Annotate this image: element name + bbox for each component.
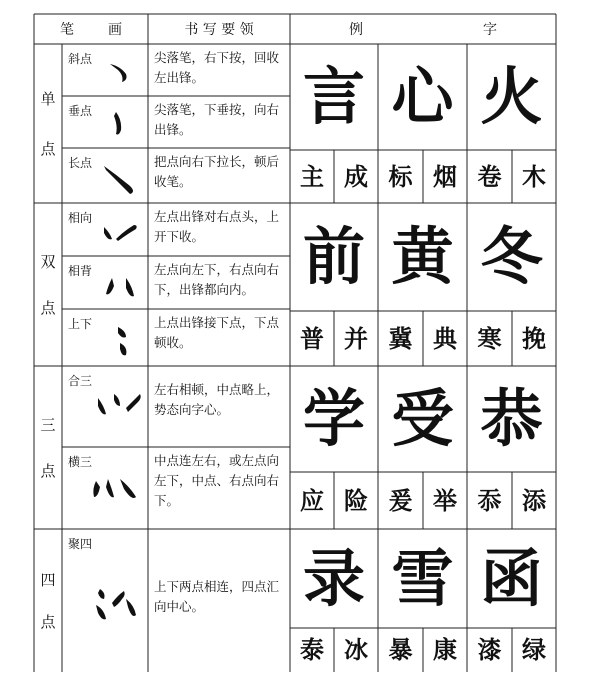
example-small-char: 典: [433, 323, 457, 353]
stroke-cell-stacked-dots: [62, 309, 148, 366]
slant-dot-stroke-icon: [106, 58, 136, 88]
stroke-cell-gathered-four: [62, 529, 148, 672]
stroke-cell-slant-dot: [62, 44, 148, 96]
converging-three-stroke-icon: [94, 388, 144, 418]
example-small-char: 标: [388, 161, 413, 191]
example-small-char: 成: [344, 161, 368, 191]
example-big-char: 函: [480, 541, 543, 615]
desc-vertical-dot: 尖落笔，下垂按，向右出锋。: [154, 102, 280, 137]
stroke-cell-horizontal-three: [62, 447, 148, 529]
desc-converging-three: 左右相顿，中点略上，势态向字心。: [154, 382, 280, 417]
header-stroke: [34, 14, 148, 44]
facing-dots-stroke-icon: [100, 219, 142, 245]
example-small-char: 普: [300, 323, 324, 353]
desc-long-dot: 把点向右下拉长，顿后收笔。: [154, 154, 280, 189]
example-small-char: 并: [344, 323, 368, 353]
header-examples-char-b: 字: [483, 22, 497, 38]
stroke-name: 相向: [68, 211, 93, 225]
example-small-char: 举: [433, 485, 457, 515]
long-dot-stroke-icon: [100, 162, 140, 196]
header-examples: [290, 14, 556, 44]
stroke-name: 横三: [68, 455, 93, 469]
example-big-char: 前: [302, 220, 365, 293]
desc-gathered-four: 上下两点相连，四点汇向中心。: [154, 579, 280, 614]
stroke-name: 聚四: [68, 537, 93, 551]
example-small-char: 泰: [300, 635, 324, 664]
desc-stacked-dots: 上点出锋接下点，下点顿收。: [154, 315, 280, 350]
vertical-dot-stroke-icon: [106, 108, 136, 140]
stroke-name: 合三: [68, 374, 93, 388]
stroke-cell-long-dot: [62, 148, 148, 203]
stacked-dots-stroke-icon: [112, 323, 138, 359]
desc-facing-dots: 左点出锋对右点头，上开下收。: [154, 209, 280, 244]
example-small-char: 险: [344, 485, 368, 515]
group-label-char: 单: [40, 90, 56, 109]
desc-horizontal-three: 中点连左右，或左点向左下，中点、右点向右下。: [154, 453, 280, 508]
example-small-char: 漆: [477, 635, 502, 664]
example-big-char: 受: [391, 382, 454, 455]
stroke-cell-facing-dots: [62, 203, 148, 256]
stroke-name: 上下: [68, 317, 93, 331]
group-label-char: 三: [40, 416, 56, 435]
stroke-name: 垂点: [68, 104, 93, 118]
example-small-char: 康: [433, 635, 457, 664]
example-big-char: 学: [302, 382, 365, 455]
example-small-char: 卷: [477, 161, 502, 191]
example-small-char: 烟: [433, 161, 457, 191]
example-small-char: 冰: [344, 635, 368, 664]
stroke-name: 相背: [68, 264, 93, 278]
gathered-four-stroke-icon: [92, 585, 142, 625]
stroke-name: 斜点: [68, 52, 93, 66]
example-big-char: 雪: [391, 541, 454, 615]
stroke-cell-vertical-dot: [62, 96, 148, 148]
group-label-char: 点: [40, 612, 56, 631]
example-small-char: 忝: [477, 485, 502, 515]
header-method: 书 写 要 领: [184, 22, 254, 38]
group-label-double-dot: [34, 203, 62, 366]
example-big-char: 恭: [480, 382, 543, 455]
group-label-triple-dot: [34, 366, 62, 529]
group-label-char: 四: [40, 571, 56, 590]
example-big-char: 冬: [480, 220, 543, 293]
group-label-char: 双: [40, 253, 56, 272]
example-small-char: 挽: [522, 323, 546, 353]
example-small-char: 木: [522, 161, 546, 191]
stroke-cell-converging-three: [62, 366, 148, 447]
group-label-char: 点: [40, 461, 56, 480]
desc-opposing-dots: 左点向左下，右点向右下，出锋都向内。: [154, 262, 280, 297]
example-small-char: 主: [300, 161, 324, 191]
header-stroke-char-a: 笔: [60, 22, 74, 38]
example-big-char: 录: [302, 541, 365, 615]
example-small-char: 暴: [388, 635, 413, 664]
example-small-char: 绿: [522, 635, 546, 664]
example-big-char: 火: [480, 60, 543, 133]
example-small-char: 应: [300, 485, 324, 515]
group-label-single-dot: [34, 44, 62, 203]
example-small-char: 爰: [388, 485, 413, 515]
header-stroke-char-b: 画: [108, 22, 122, 38]
header-examples-char-a: 例: [349, 22, 363, 38]
example-big-char: 黄: [391, 220, 454, 293]
example-big-char: 心: [391, 60, 454, 133]
desc-slant-dot: 尖落笔，右下按，回收左出锋。: [154, 50, 280, 85]
group-label-char: 点: [40, 298, 56, 317]
opposing-dots-stroke-icon: [102, 272, 142, 302]
example-small-char: 添: [522, 485, 546, 515]
stroke-cell-opposing-dots: [62, 256, 148, 309]
stroke-name: 长点: [68, 156, 93, 170]
group-label-quad-dot: [34, 529, 62, 672]
group-label-char: 点: [40, 139, 56, 158]
example-small-char: 冀: [388, 323, 413, 353]
example-small-char: 寒: [477, 323, 502, 353]
horizontal-three-stroke-icon: [90, 473, 142, 503]
example-big-char: 言: [302, 60, 365, 133]
